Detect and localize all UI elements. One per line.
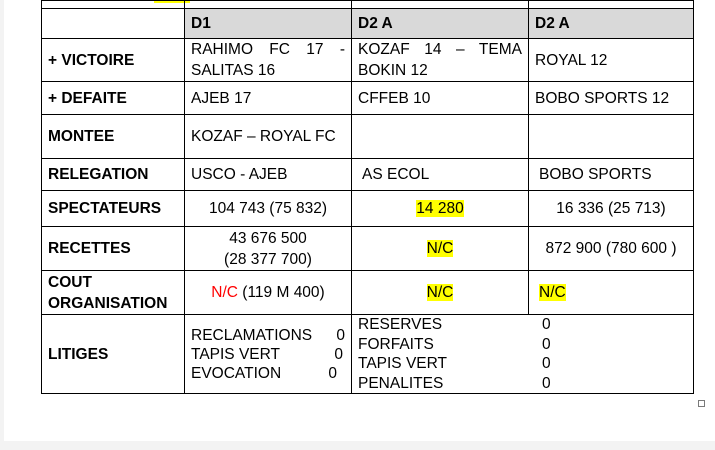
cout-d1-amount: (119 M 400) <box>237 284 325 301</box>
litige-item: RECLAMATIONS 0 <box>191 326 345 344</box>
cell-recettes-d2a-2: 872 900 (780 600 ) <box>529 227 694 271</box>
cell-montee-d2a-2 <box>529 115 694 159</box>
table-row-top <box>42 1 694 9</box>
row-label-litiges: LITIGES <box>42 315 185 394</box>
page-gap <box>0 441 715 450</box>
cell-victoire-d2a-1: KOZAF 14 – TEMA BOKIN 12 <box>352 39 529 82</box>
header-empty-cell <box>42 9 185 39</box>
table-row-victoire <box>42 39 694 82</box>
results-table <box>41 0 694 394</box>
cell-montee-d1: KOZAF – ROYAL FC <box>185 115 352 159</box>
highlighted-value: 14 280 <box>416 200 464 217</box>
cell-recettes-d2a-1 <box>352 227 529 271</box>
cell-cout-d1 <box>185 271 352 315</box>
cell-cout-d2a-1 <box>352 271 529 315</box>
cell-spectateurs-d2a-1 <box>352 191 529 227</box>
litige-item: TAPIS VERT 0 <box>191 345 343 363</box>
cell-relegation-d2a-2: BOBO SPORTS <box>529 159 694 191</box>
table-row-spectateurs <box>42 191 694 227</box>
row-label-cout <box>42 271 185 315</box>
cell-litiges-d2 <box>352 315 694 394</box>
cell-spectateurs-d1: 104 743 (75 832) <box>185 191 352 227</box>
highlighted-value: N/C <box>539 284 566 301</box>
cell-spectateurs-d2a-2: 16 336 (25 713) <box>529 191 694 227</box>
row-label-relegation: RELEGATION <box>42 159 185 191</box>
row-label-spectateurs: SPECTATEURS <box>42 191 185 227</box>
table-row-cout <box>42 271 694 315</box>
cell-recettes-d1 <box>185 227 352 271</box>
litige-item: RESERVES 0 <box>358 316 551 333</box>
cell-victoire-d2a-2: ROYAL 12 <box>529 39 694 82</box>
cell-montee-d2a-1 <box>352 115 529 159</box>
red-nc-text: N/C <box>211 284 238 301</box>
cout-label-line1: COUT <box>48 273 92 291</box>
litige-item: FORFAITS 0 <box>358 335 551 353</box>
cell-cout-d2a-2 <box>529 271 694 315</box>
highlighted-value: N/C <box>426 240 454 257</box>
cout-label-line2: ORGANISATION <box>48 294 168 312</box>
table-resize-handle[interactable] <box>698 400 705 407</box>
litige-item: EVOCATION 0 <box>191 364 337 382</box>
row-label-recettes: RECETTES <box>42 227 185 271</box>
table-row-relegation <box>42 159 694 191</box>
row-label-victoire: + VICTOIRE <box>42 39 185 82</box>
cell-victoire-d1: RAHIMO FC 17 - SALITAS 16 <box>185 39 352 82</box>
document-page <box>4 0 715 442</box>
cell-litiges-d1 <box>185 315 352 394</box>
cell-relegation-d2a-1: AS ECOL <box>352 159 529 191</box>
highlighted-value: N/C <box>426 284 454 301</box>
table-header-row <box>42 9 694 39</box>
column-header-d2a-2: D2 A <box>529 9 694 39</box>
recettes-d1-line1: 43 676 500 <box>229 229 307 247</box>
litige-item: TAPIS VERT 0 <box>358 355 551 372</box>
cell-defaite-d1: AJEB 17 <box>185 82 352 115</box>
table-row-litiges <box>42 315 694 394</box>
cell-defaite-d2a-1: CFFEB 10 <box>352 82 529 115</box>
table-row-montee <box>42 115 694 159</box>
column-header-d2a-1: D2 A <box>352 9 529 39</box>
litige-item: PENALITES 0 <box>358 374 551 392</box>
column-header-d1: D1 <box>185 9 352 39</box>
row-label-defaite: + DEFAITE <box>42 82 185 115</box>
table-row-defaite <box>42 82 694 115</box>
row-label-montee: MONTEE <box>42 115 185 159</box>
cell-defaite-d2a-2: BOBO SPORTS 12 <box>529 82 694 115</box>
recettes-d1-line2: (28 377 700) <box>224 250 312 268</box>
table-row-recettes <box>42 227 694 271</box>
cell-relegation-d1: USCO - AJEB <box>185 159 352 191</box>
